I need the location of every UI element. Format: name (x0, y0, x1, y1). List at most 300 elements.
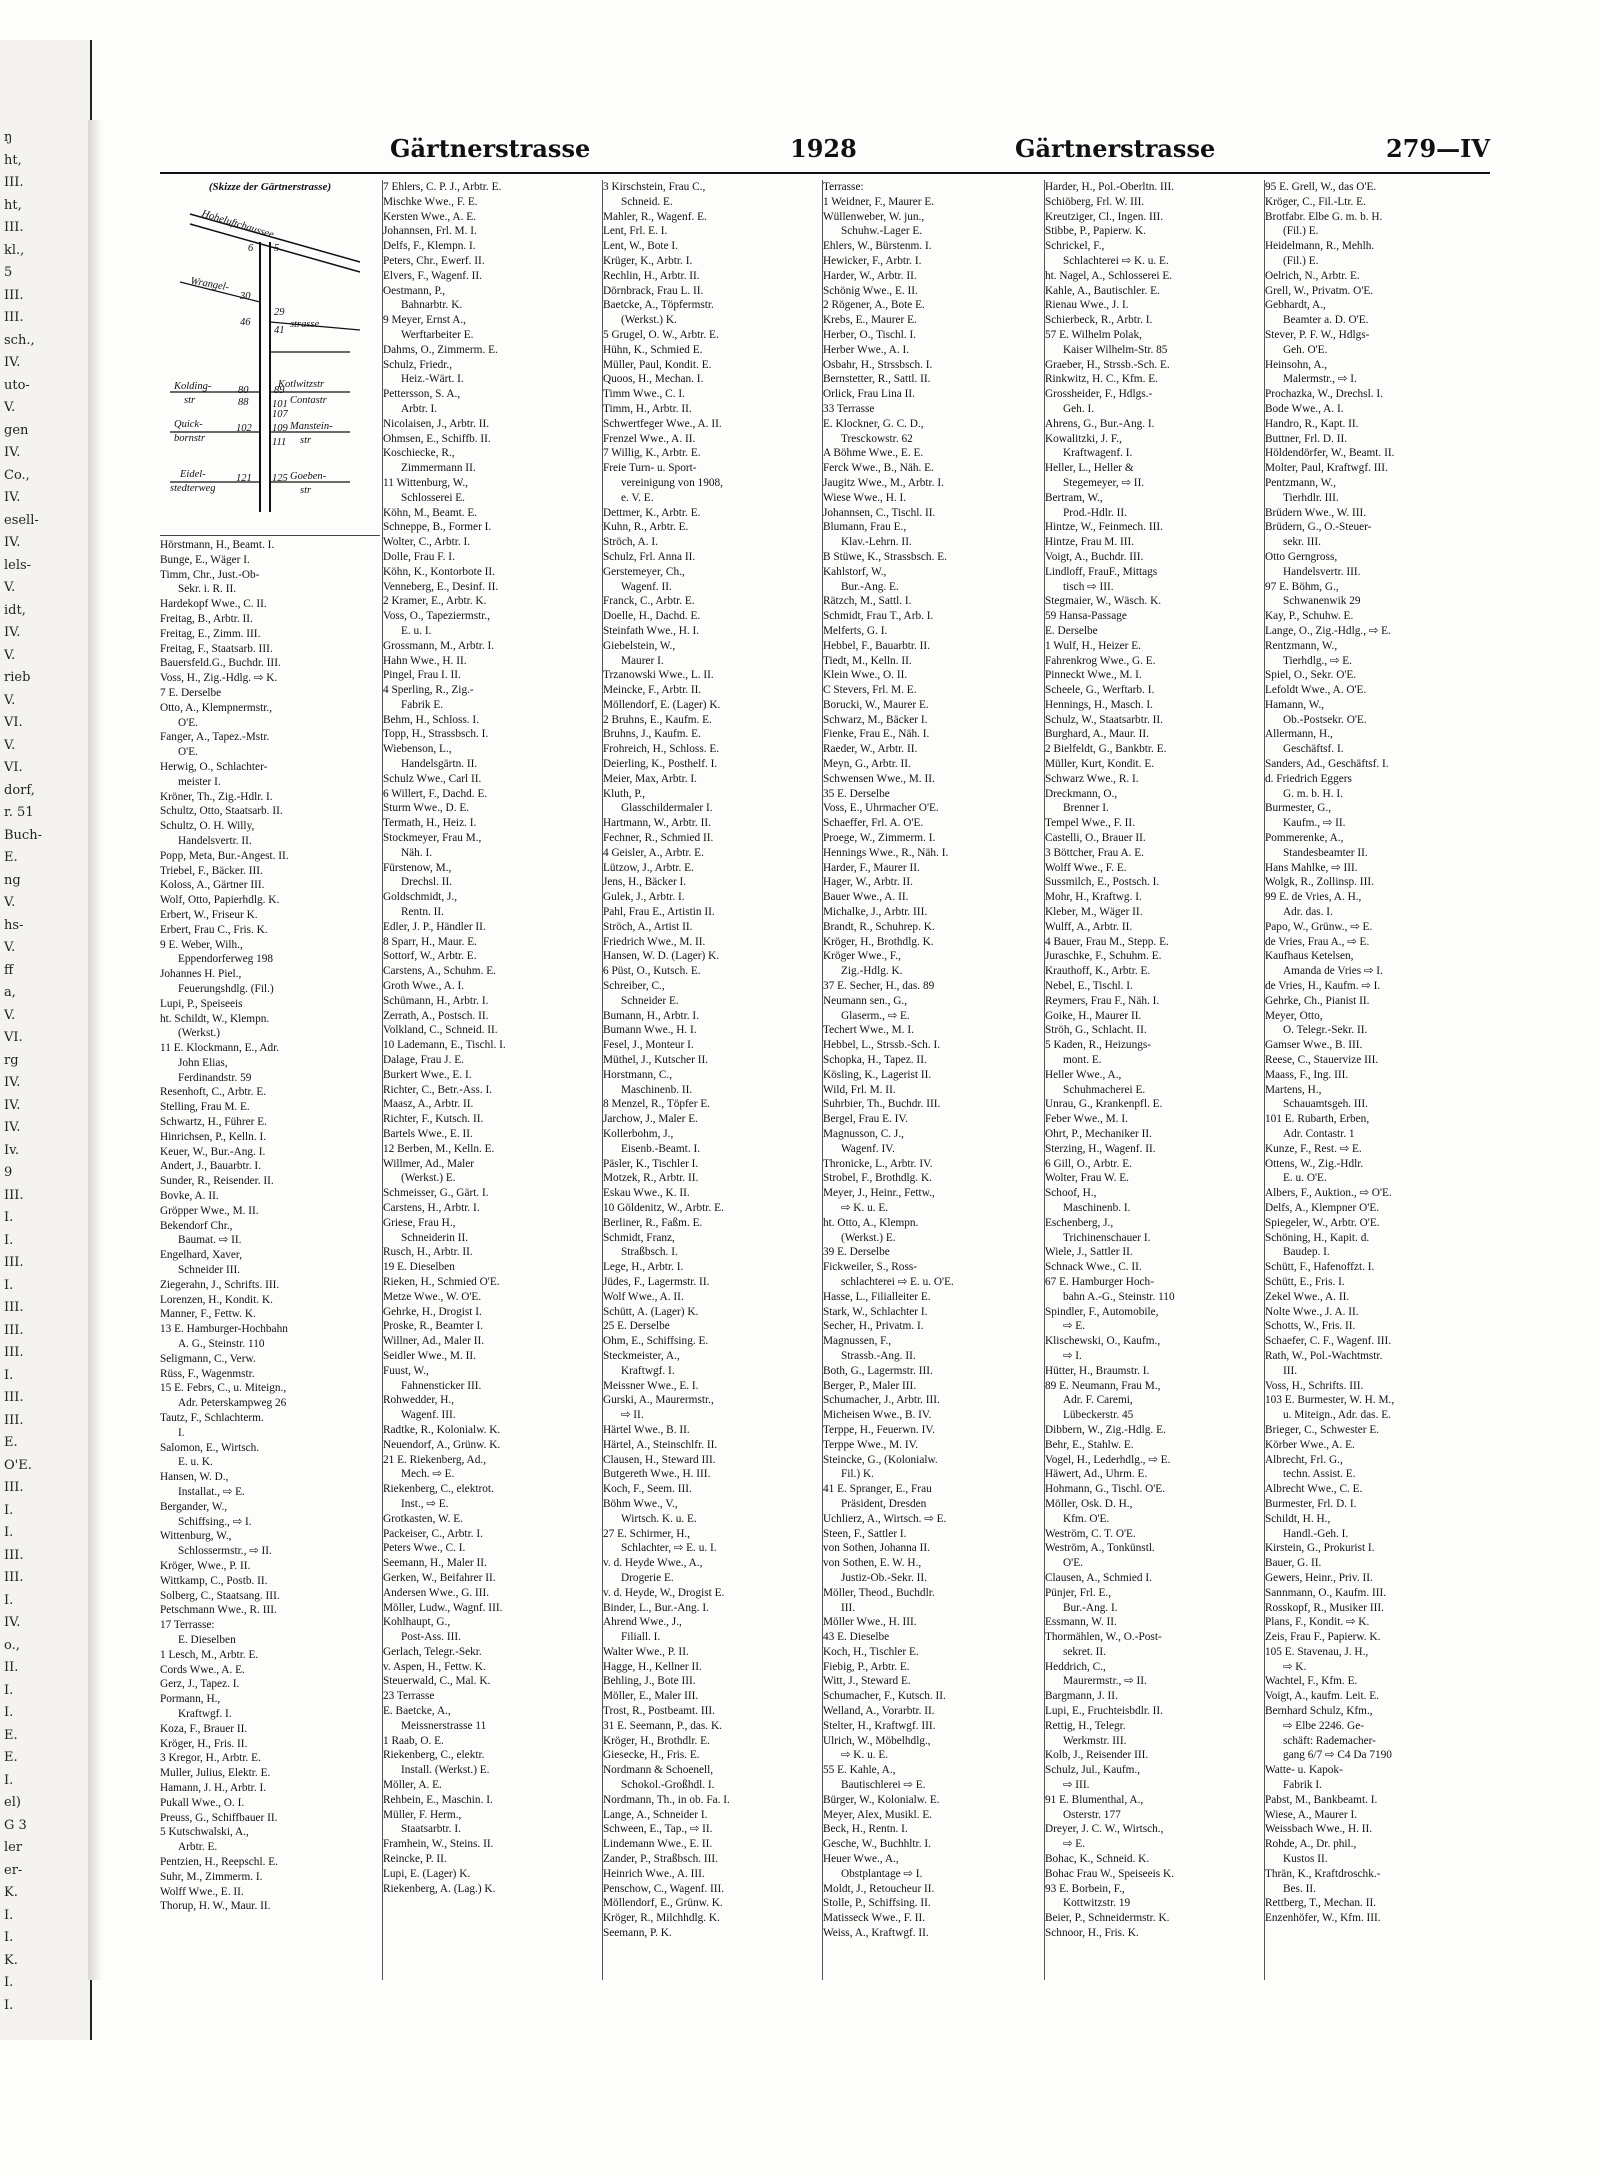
directory-entry: Dalage, Frau J. E. (383, 1054, 464, 1067)
directory-entry: Clausen, H., Steward III. (603, 1453, 716, 1466)
directory-entry: Schildt, H. H., (1265, 1512, 1331, 1525)
directory-entry: Krüger, K., Arbtr. I. (603, 254, 693, 267)
directory-entry: 67 E. Hamburger Hoch- (1045, 1275, 1154, 1288)
sketch-house-number: 107 (272, 409, 288, 420)
directory-entry: Maschinenb. II. (621, 1083, 693, 1096)
margin-fragment: III. (4, 1322, 24, 1338)
sketch-label-kottwitzstr: Kotlwitzstr (278, 379, 325, 390)
directory-entry: Meyer, Alex, Musikl. E. (823, 1808, 933, 1821)
directory-entry: Heidelmann, R., Mehlh. (1265, 240, 1375, 253)
directory-entry: Michalke, J., Arbtr. III. (823, 906, 928, 919)
sketch-house-number: 89 (274, 385, 285, 396)
directory-entry: Ohmsen, E., Schiffb. II. (383, 432, 491, 445)
directory-entry: Witt, J., Steward E. (823, 1675, 911, 1688)
directory-entry: Wiebenson, L., (383, 743, 452, 756)
header-street-left: Gärtnerstrasse (390, 134, 591, 163)
directory-entry: Koch, F., Seem. III. (603, 1483, 692, 1496)
directory-entry: Spindler, F., Automobile, (1045, 1305, 1159, 1318)
sketch-label-str-2: str (300, 435, 312, 446)
directory-entry: Päsler, K., Tischler I. (603, 1157, 699, 1170)
directory-entry: Delfs, A., Klempner O'E. (1265, 1201, 1380, 1214)
directory-entry: Reymers, Frau F., Näh. I. (1045, 994, 1160, 1007)
directory-entry: Lent, W., Bote I. (603, 240, 678, 253)
directory-entry: Hansen, W. D. (Lager) K. (603, 950, 720, 963)
directory-entry: Gehrke, Ch., Pianist II. (1265, 994, 1370, 1007)
directory-entry: ht. Schildt, W., Klempn. (160, 1012, 270, 1025)
directory-entry: Rehbein, E., Maschin. I. (383, 1793, 493, 1806)
directory-entry: Hintze, Frau M. III. (1045, 536, 1135, 549)
directory-entry: Post-Ass. III. (401, 1631, 461, 1644)
directory-entry: Salomon, E., Wirtsch. (160, 1441, 260, 1454)
directory-entry: Harder, W., Arbtr. II. (823, 269, 917, 282)
directory-entry: Weström, C. T. O'E. (1045, 1527, 1136, 1540)
directory-entry: Eschenberg, J., (1045, 1216, 1114, 1229)
directory-entry: Weström, A., Tonkünstl. (1045, 1542, 1155, 1555)
directory-entry: 57 E. Wilhelm Polak, (1045, 328, 1142, 341)
directory-entry: Griese, Frau H., (383, 1216, 456, 1229)
directory-entry: Dahms, O., Zimmerm. E. (383, 343, 498, 356)
directory-entry: Engelhard, Xaver, (160, 1249, 243, 1262)
directory-entry: Bur.-Ang. I. (1063, 1601, 1118, 1614)
directory-entry: 9 Meyer, Ernst A., (383, 314, 467, 327)
directory-entry: Johannsen, C., Tischl. II. (823, 506, 936, 519)
margin-fragment: III. (4, 1345, 24, 1360)
directory-entry: Otto, A., Klempnermstr., (160, 701, 273, 714)
directory-entry: Kreutziger, Cl., Ingen. III. (1045, 210, 1164, 223)
directory-entry: Nebel, E., Tischl. I. (1045, 980, 1133, 993)
directory-entry: Straßbsch. I. (621, 1246, 678, 1259)
directory-entry: Schauamtsgeh. III. (1283, 1098, 1369, 1111)
directory-entry: Burmester, Frl. D. I. (1265, 1497, 1357, 1510)
directory-entry: (Werkst.) E. (401, 1172, 456, 1185)
directory-entry: Malermstr., ⇨ I. (1283, 373, 1357, 386)
directory-entry: Motzek, R., Arbtr. II. (603, 1172, 699, 1185)
sketch-label-strasse: strasse (290, 319, 320, 330)
directory-entry: O'E. (178, 746, 198, 759)
directory-entry: Schumacher, F., Kutsch. II. (823, 1690, 946, 1703)
margin-fragment: I. (4, 1277, 14, 1293)
directory-entry: Härtel, A., Steinschlfr. II. (603, 1438, 718, 1451)
directory-entry: (Werkst.) E. (841, 1231, 896, 1244)
margin-fragment: III. (4, 1412, 24, 1428)
directory-entry: E. Derselbe (1045, 624, 1098, 637)
header-street-right: Gärtnerstrasse (1015, 134, 1216, 163)
margin-fragment: a, (4, 985, 16, 1000)
directory-entry: Bernhard Schulz, Kfm., (1265, 1705, 1373, 1718)
directory-entry: Raeder, W., Arbtr. II. (823, 743, 918, 756)
margin-fragment: III. (4, 1255, 24, 1270)
directory-entry: Rieken, H., Schmied O'E. (383, 1275, 500, 1288)
directory-entry: Install. (Werkst.) E. (401, 1764, 490, 1777)
directory-entry: Walter Wwe., P. II. (603, 1645, 689, 1658)
directory-entry: Kraftwagenf. I. (1063, 447, 1133, 460)
directory-entry: Mech. ⇨ E. (401, 1468, 455, 1481)
directory-entry: Ahrend Wwe., J., (603, 1616, 682, 1629)
margin-fragment: I. (4, 1975, 14, 1990)
directory-entry: Schmidt, Franz, (603, 1231, 675, 1244)
directory-entry: 2 Rögener, A., Bote E. (823, 299, 925, 312)
directory-entry: Steckmeister, A., (603, 1349, 680, 1362)
directory-entry: Strobel, F., Brothdlg. K. (823, 1172, 932, 1185)
sketch-label-manstein: Manstein- (290, 421, 333, 432)
directory-entry: Wagenf. IV. (841, 1142, 895, 1155)
directory-entry: Tierhdlg., ⇨ E. (1283, 654, 1352, 667)
directory-entry: Justiz-Ob.-Sekr. II. (841, 1571, 927, 1584)
directory-entry: Voss, H., Schrifts. III. (1265, 1379, 1364, 1392)
columns-container (160, 180, 1490, 1980)
directory-entry: Behr, E., Stahlw. E. (1045, 1438, 1134, 1451)
directory-entry: 59 Hansa-Passage (1045, 610, 1127, 623)
directory-entry: ht. Otto, A., Klempn. (823, 1216, 919, 1229)
directory-entry: Pahl, Frau E., Artistin II. (603, 906, 715, 919)
directory-entry: Bartels Wwe., E. II. (383, 1128, 473, 1140)
directory-entry: Adr. Peterskampweg 26 (178, 1397, 287, 1410)
directory-entry: Riekenberg, C., elektr. (383, 1749, 485, 1762)
margin-fragment: IV. (4, 535, 21, 550)
directory-entry: Brenner I. (1063, 802, 1109, 815)
directory-entry: Hasse, L., Filialleiter E. (823, 1290, 931, 1303)
directory-entry: Seemann, P. K. (603, 1927, 672, 1940)
directory-entry: Essmann, W. II. (1045, 1616, 1117, 1629)
margin-fragment: gen (4, 422, 29, 438)
margin-fragment: V. (4, 940, 16, 955)
directory-entry: e. V. E. (621, 491, 654, 504)
directory-entry: 1 Raab, O. E. (383, 1734, 444, 1747)
sketch-label-str-1: str (184, 395, 196, 406)
directory-entry: Schmeisser, G., Gärt. I. (383, 1187, 489, 1200)
directory-entry: Oestmann, P., (383, 284, 446, 297)
directory-entry: Pentzien, H., Reepschl. E. (160, 1855, 278, 1868)
directory-entry: u. Miteign., Adr. das. E. (1283, 1409, 1391, 1422)
margin-fragment: I. (4, 1682, 14, 1698)
directory-page (160, 128, 1490, 1988)
directory-entry: Burghard, A., Maur. II. (1045, 728, 1149, 741)
directory-entry: Riekenberg, C., elektrot. (383, 1483, 494, 1496)
directory-entry: Koschiecke, R., (383, 447, 455, 460)
directory-entry: Petschmann Wwe., R. III. (160, 1604, 277, 1617)
directory-entry: Handelsvertr. II. (178, 834, 252, 847)
directory-entry: Voss, H., Zig.-Hdlg. ⇨ K. (160, 672, 278, 685)
margin-fragment: r. 51 (4, 805, 34, 820)
directory-entry: Staatsarbtr. I. (401, 1823, 461, 1836)
directory-entry: Schopka, H., Tapez. II. (823, 1054, 927, 1067)
directory-entry: Dibbern, W., Zig.-Hdlg. E. (1045, 1423, 1166, 1436)
directory-entry: Sannmann, O., Kaufm. III. (1265, 1586, 1387, 1599)
directory-entry: Nolte Wwe., J. A. II. (1265, 1305, 1359, 1318)
directory-entry: Steinfath Wwe., H. I. (603, 624, 700, 637)
directory-entry: Fuust, W., (383, 1364, 429, 1377)
directory-entry: Kröger, R., Milchhdlg. K. (603, 1912, 720, 1925)
directory-entry: Baetcke, A., Töpfermstr. (603, 299, 714, 312)
directory-entry: Weiss, A., Kraftwgf. II. (823, 1927, 929, 1940)
sketch-label-str-3: str (300, 485, 312, 496)
directory-entry: Schierbeck, R., Arbtr. I. (1045, 314, 1153, 327)
directory-entry: Reincke, P. II. (383, 1853, 447, 1866)
directory-entry: Allermann, H., (1265, 728, 1333, 741)
directory-entry: Fienke, Frau E., Näh. I. (823, 728, 930, 741)
directory-entry: Wiese, A., Maurer I. (1265, 1808, 1358, 1821)
directory-entry: Hamann, J. H., Arbtr. I. (160, 1781, 267, 1794)
directory-entry: Prod.-Hdlr. II. (1063, 506, 1128, 519)
directory-entry: Vogel, H., Lederhdlg., ⇨ E. (1045, 1453, 1171, 1466)
margin-fragment: ŋ (4, 130, 13, 145)
directory-entry: A Böhme Wwe., E. E. (823, 447, 924, 460)
directory-entry: Hennings Wwe., R., Näh. I. (823, 846, 949, 859)
directory-entry: Meier, Max, Arbtr. I. (603, 772, 697, 785)
directory-entry: Schmidt, Frau T., Arb. I. (823, 610, 934, 623)
directory-entry: Proege, W., Zimmerm. I. (823, 832, 936, 845)
directory-entry: Gulek, J., Arbtr. I. (603, 891, 685, 904)
directory-entry: Fahrenkrog Wwe., G. E. (1045, 654, 1156, 667)
directory-entry: Nordmann & Schoenell, (603, 1764, 714, 1777)
directory-entry: Schween, E., Tap., ⇨ II. (603, 1823, 713, 1836)
sketch-label-wrangel: Wrangel- (189, 275, 230, 294)
directory-entry: Zig.-Hdlg. K. (841, 965, 903, 978)
margin-fragment: VI. (4, 715, 23, 730)
directory-entry: Inst., ⇨ E. (401, 1497, 449, 1510)
directory-entry: Kahlstorf, W., (823, 565, 887, 578)
directory-entry: Brotfabr. Elbe G. m. b. H. (1265, 210, 1383, 223)
directory-entry: Graeber, H., Strssb.-Sch. E. (1045, 358, 1170, 371)
directory-entry: Spiel, O., Sekr. O'E. (1265, 669, 1357, 682)
directory-entry: 5 Grugel, O. W., Arbtr. E. (603, 328, 719, 341)
directory-entry: Schaefer, C. F., Wagenf. III. (1265, 1335, 1392, 1348)
directory-entry: Maasz, A., Arbtr. II. (383, 1098, 474, 1111)
directory-entry: Sekr. i. R. II. (178, 583, 237, 596)
margin-fragment: III. (4, 287, 24, 303)
directory-entry: Beamter a. D. O'E. (1283, 314, 1369, 327)
directory-entry: Glasschildermaler I. (621, 802, 713, 815)
margin-fragment: G 3 (4, 1817, 27, 1833)
directory-entry: Tiedt, M., Kelln. II. (823, 654, 912, 667)
directory-entry: Adr. das. I. (1283, 906, 1333, 919)
directory-entry: Drogerie E. (621, 1571, 674, 1584)
directory-entry: 10 Göldenitz, W., Arbtr. E. (603, 1201, 724, 1214)
margin-fragment: uto- (4, 377, 30, 393)
directory-entry: 12 Berben, M., Kelln. E. (383, 1142, 495, 1155)
directory-entry: Gerz, J., Tapez. I. (160, 1678, 240, 1691)
directory-entry: Papo, W., Grünw., ⇨ E. (1265, 920, 1373, 933)
directory-entry: ⇨ III. (1063, 1779, 1090, 1792)
directory-entry: Fanger, A., Tapez.-Mstr. (160, 731, 270, 744)
sketch-label-goeben: Goeben- (290, 471, 327, 482)
margin-fragment: IV. (4, 490, 21, 505)
margin-fragment: O'E. (4, 1457, 32, 1473)
directory-entry: sekret. II. (1063, 1645, 1106, 1658)
directory-entry: Möllendorf, E. (Lager) K. (603, 698, 721, 711)
directory-entry: 39 E. Derselbe (823, 1246, 890, 1259)
directory-entry: Brüdern Wwe., W. III. (1265, 506, 1367, 519)
directory-entry: Ferck Wwe., B., Näh. E. (823, 462, 934, 475)
directory-entry: Solberg, C., Staatsang. III. (160, 1589, 280, 1602)
directory-entry: Bohac Frau W., Speiseeis K. (1045, 1867, 1174, 1880)
directory-entry: Trost, R., Postbeamt. III. (603, 1705, 715, 1718)
directory-entry: Kröger, H., Fris. II. (160, 1737, 248, 1750)
directory-entry: 95 E. Grell, W., das O'E. (1265, 181, 1377, 193)
directory-entry: Lupi, E. (Lager) K. (383, 1867, 471, 1880)
margin-fragment: rg (4, 1052, 19, 1068)
directory-entry: Jüdes, F., Lagermstr. II. (603, 1275, 710, 1288)
directory-entry: 13 E. Hamburger-Hochbahn (160, 1323, 288, 1336)
directory-entry: Schiöberg, Frl. W. III. (1045, 195, 1145, 208)
directory-entry: Reese, C., Stauervize III. (1265, 1054, 1379, 1067)
directory-entry: Schlachterei ⇨ K. u. E. (1063, 254, 1169, 267)
directory-entry: Schlachter, ⇨ E. u. I. (621, 1542, 717, 1555)
directory-entry: O'E. (1063, 1557, 1083, 1570)
directory-entry: E. Klockner, G. C. D., (823, 417, 924, 430)
directory-entry: Schwanenwik 29 (1283, 595, 1361, 608)
directory-entry: Werkmstr. III. (1063, 1734, 1127, 1747)
directory-entry: Proske, R., Beamter I. (383, 1320, 484, 1333)
directory-entry: Bahnarbtr. K. (401, 299, 463, 312)
directory-entry: Baumat. ⇨ II. (178, 1234, 242, 1247)
directory-entry: Behling, J., Bote III. (603, 1675, 696, 1688)
margin-fragment: IV. (4, 1120, 21, 1135)
directory-entry: Wittkamp, C., Postb. II. (160, 1574, 268, 1587)
directory-entry: C Stevers, Frl. M. E. (823, 684, 917, 697)
sketch-house-number: 80 (238, 385, 249, 396)
sketch-house-number: 88 (238, 397, 249, 408)
directory-entry: Zekel Wwe., A. II. (1265, 1290, 1350, 1303)
margin-fragment: V. (4, 737, 16, 753)
directory-entry: Richter, C., Betr.-Ass. I. (383, 1083, 493, 1096)
margin-fragment: V. (4, 692, 16, 708)
directory-entry: Beck, H., Rentn. I. (823, 1823, 908, 1836)
directory-entry: Micheisen Wwe., B. IV. (823, 1409, 932, 1422)
directory-entry: Edler, J. P., Händler II. (383, 920, 486, 933)
directory-entry: 33 Terrasse (823, 402, 875, 415)
directory-entry: Adr. Contastr. 1 (1283, 1128, 1355, 1140)
directory-entry: 8 Menzel, R., Töpfer E. (603, 1098, 711, 1111)
directory-entry: 91 E. Blumenthal, A., (1045, 1793, 1144, 1806)
directory-entry: ⇨ K. (1283, 1660, 1307, 1673)
directory-entry: de Vries, Frau A., ⇨ E. (1265, 935, 1370, 948)
margin-fragment: IV. (4, 445, 21, 460)
directory-entry: Wulff, A., Arbtr. II. (1045, 920, 1133, 933)
margin-fragment: Co., (4, 467, 30, 483)
directory-entry: Handl.-Geh. I. (1283, 1527, 1349, 1540)
directory-entry: Tempel Wwe., F. II. (1045, 817, 1136, 830)
directory-entry: Gesche, W., Buchhltr. I. (823, 1838, 931, 1851)
directory-entry: Delfs, F., Klempn. I. (383, 240, 476, 253)
directory-entry: vereinigung von 1908, (621, 476, 723, 489)
directory-entry: Weissbach Wwe., H. II. (1265, 1823, 1373, 1836)
margin-fragment: III. (4, 1547, 24, 1563)
directory-entry: 89 E. Neumann, Frau M., (1045, 1379, 1161, 1392)
directory-entry: Bruhns, J., Kaufm. E. (603, 728, 701, 741)
directory-entry: Voss, O., Tapeziermstr., (383, 610, 491, 623)
margin-fragment: IV. (4, 625, 21, 640)
directory-entry: Feber Wwe., M. I. (1045, 1113, 1128, 1126)
margin-fragment: ng (4, 872, 21, 888)
sketch-house-number: 30 (240, 291, 251, 302)
directory-entry: Bergander, W., (160, 1500, 228, 1513)
directory-entry: Melferts, G. I. (823, 624, 888, 637)
directory-entry: Topp, H., Strassbsch. I. (383, 728, 489, 741)
directory-entry: Schwartz, H., Führer E. (160, 1116, 267, 1129)
directory-entry: Strassb.-Ang. II. (841, 1349, 916, 1362)
margin-fragment: ff (4, 962, 14, 978)
directory-entry: Herwig, O., Schlachter- (160, 760, 268, 773)
directory-entry: 4 Sperling, R., Zig.- (383, 684, 474, 697)
directory-entry: Zerrath, A., Postsch. II. (383, 1009, 489, 1022)
directory-entry: Kaiser Wilhelm-Str. 85 (1063, 343, 1168, 356)
directory-entry: Körber Wwe., A. E. (1265, 1438, 1355, 1451)
directory-entry: 1 Lesch, M., Arbtr. E. (160, 1648, 259, 1661)
directory-entry: Trichinenschauer I. (1063, 1231, 1151, 1244)
directory-entry: 93 E. Borbein, F., (1045, 1882, 1125, 1895)
directory-entry: Tresckowstr. 62 (841, 432, 913, 445)
directory-entry: 105 E. Stavenau, J. H., (1265, 1645, 1369, 1658)
directory-entry: Heuer Wwe., A., (823, 1853, 899, 1866)
directory-entry: Lindloff, FrauF., Mittags (1045, 565, 1158, 578)
directory-entry: John Elias, (178, 1056, 228, 1069)
directory-entry: Seemann, H., Maler II. (383, 1557, 487, 1570)
directory-entry: Pettersson, S. A., (383, 388, 461, 401)
directory-entry: Stelling, Frau M. E. (160, 1101, 250, 1114)
directory-entry: Enzenhöfer, W., Kfm. III. (1265, 1912, 1381, 1925)
directory-entry: Lange, O., Zig.-Hdlg., ⇨ E. (1265, 624, 1391, 637)
directory-entry: Sussmilch, E., Postsch. I. (1045, 876, 1160, 889)
directory-entry: Pukall Wwe., O. I. (160, 1796, 245, 1809)
sketch-label-kolding: Kolding- (174, 381, 212, 392)
directory-entry: Horstmann, C., (603, 1068, 673, 1081)
directory-entry: Brieger, C., Schwester E. (1265, 1423, 1380, 1436)
directory-entry: Sterzing, H., Wagenf. II. (1045, 1142, 1156, 1155)
column-2 (382, 180, 601, 1980)
directory-entry: Dreckmann, O., (1045, 787, 1118, 800)
directory-entry: Sanders, Ad., Geschäftsf. I. (1265, 758, 1389, 771)
directory-entry: Schlossermstr., ⇨ II. (178, 1545, 272, 1558)
margin-fragment: el) (4, 1795, 21, 1810)
directory-entry: Schultz, O. H. Willy, (160, 820, 255, 833)
directory-entry: Schneider III. (178, 1264, 241, 1277)
margin-fragment: V. (4, 1007, 16, 1023)
directory-entry: Fabrik E. (401, 698, 444, 711)
directory-entry: Ohrt, P., Mechaniker II. (1045, 1128, 1152, 1140)
margin-fragment: IV. (4, 1615, 21, 1630)
directory-entry: Sunder, R., Reisender. II. (160, 1175, 274, 1188)
margin-fragment: rieb (4, 670, 31, 685)
margin-fragment: I. (4, 1367, 14, 1383)
directory-entry: Penschow, C., Wagenf. III. (603, 1882, 725, 1895)
margin-fragment: I. (4, 1525, 14, 1540)
directory-entry: Bautischlerei ⇨ E. (841, 1779, 926, 1792)
margin-fragment: er- (4, 1862, 23, 1878)
directory-entry: Lupi, E., Fruchteisbdlr. II. (1045, 1705, 1163, 1718)
directory-entry: Schütt, A. (Lager) K. (603, 1305, 699, 1318)
directory-entry: Clausen, A., Schmied I. (1045, 1571, 1152, 1584)
directory-entry: Schnoor, H., Fris. K. (1045, 1927, 1139, 1940)
directory-entry: Schulz, W., Staatsarbtr. II. (1045, 713, 1163, 726)
margin-fragment: I. (4, 1997, 14, 2013)
directory-entry: Rusch, H., Arbtr. II. (383, 1246, 473, 1259)
directory-entry: Giesecke, H., Fris. E. (603, 1749, 700, 1762)
margin-fragment: E. (4, 1435, 18, 1450)
directory-entry: 101 E. Rubarth, Erben, (1265, 1113, 1370, 1126)
directory-entry: Müthel, J., Kutscher II. (603, 1054, 709, 1067)
directory-entry: Schneid. E. (621, 195, 673, 208)
margin-fragment: ht, (4, 152, 22, 168)
margin-fragment: III. (4, 1300, 24, 1315)
directory-entry: Juraschke, F., Schuhm. E. (1045, 950, 1162, 963)
margin-fragment: IV. (4, 355, 21, 370)
directory-entry: Seligmann, C., Verw. (160, 1352, 256, 1365)
directory-entry: Wagenf. II. (621, 580, 672, 593)
directory-entry: 31 E. Seemann, P., das. K. (603, 1719, 722, 1732)
directory-entry: Grossheider, F., Hdlgs.- (1045, 388, 1153, 401)
directory-entry: Preuss, G., Schiffbauer II. (160, 1811, 278, 1824)
